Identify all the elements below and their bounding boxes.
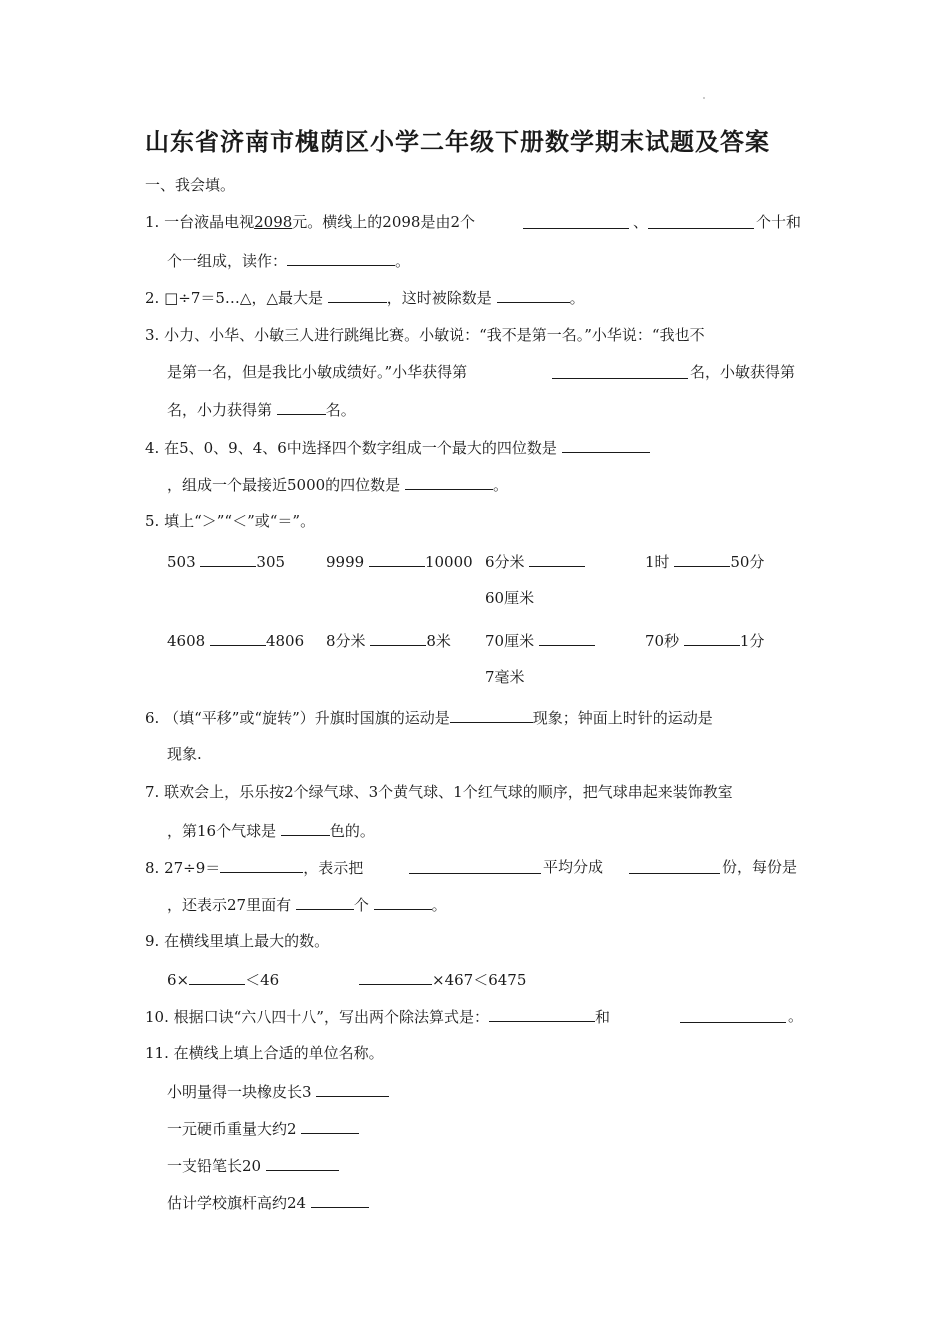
question-number: 11. [145, 1044, 169, 1062]
question-8-line-2 [167, 894, 447, 915]
q1-underlined-number: 2098 [254, 213, 293, 231]
compare-left: 70秒 [645, 632, 680, 650]
question-number: 8. [145, 859, 160, 877]
q9-text: ×467＜6475 [432, 971, 527, 989]
unit-item [167, 1192, 369, 1213]
compare-right: 1分 [739, 632, 765, 650]
question-5 [145, 511, 315, 531]
question-9 [145, 931, 329, 951]
answer-blank[interactable] [316, 1081, 389, 1097]
question-number: 2. [145, 289, 160, 307]
compare-right: 8米 [426, 632, 451, 650]
answer-blank[interactable] [409, 858, 541, 874]
compare-item [167, 630, 304, 651]
q8-text: ，还表示27里面有 [167, 896, 292, 914]
q9-text: 6× [167, 971, 190, 989]
answer-blank[interactable] [210, 630, 266, 646]
q3-text: 名。 [325, 401, 356, 419]
answer-blank[interactable] [629, 858, 720, 874]
answer-blank[interactable] [200, 551, 256, 567]
compare-item [485, 630, 595, 651]
section-heading: 一、我会填。 [145, 176, 236, 194]
q6-text: 现象；钟面上时针的运动是 [532, 709, 713, 727]
q7-text: ，第16个气球是 [167, 822, 277, 840]
q7-text: 色的。 [329, 822, 375, 840]
answer-blank[interactable] [405, 474, 493, 490]
compare-right: 305 [256, 553, 286, 571]
compare-right: 60厘米 [485, 589, 535, 607]
question-11 [145, 1043, 384, 1063]
question-number: 1. [145, 213, 160, 231]
question-4-line-2 [167, 474, 508, 495]
answer-blank[interactable] [562, 437, 650, 453]
answer-blank[interactable] [552, 363, 688, 379]
q8-text: 。 [431, 896, 447, 914]
q11-text: 一元硬币重量大约2 [167, 1120, 297, 1138]
q4-text: 在5、0、9、4、6中选择四个数字组成一个最大的四位数是 [164, 439, 557, 457]
q11-text: 在横线上填上合适的单位名称。 [173, 1044, 384, 1062]
q1-separator: 、 [633, 213, 649, 231]
q9-text: 在横线里填上最大的数。 [164, 932, 330, 950]
question-7-line-1 [145, 782, 733, 802]
compare-right: 50分 [730, 553, 765, 571]
compare-item [326, 630, 451, 651]
answer-blank[interactable] [523, 213, 629, 229]
q6-text: （填“平移”或“旋转”）升旗时国旗的运动是 [164, 709, 450, 727]
compare-left: 70厘米 [485, 632, 535, 650]
q3-text: 名，小力获得第 [167, 401, 273, 419]
question-1-line-1 [145, 212, 475, 232]
answer-blank[interactable] [684, 630, 740, 646]
question-2 [145, 287, 585, 308]
q11-text: 小明量得一块橡皮长3 [167, 1083, 312, 1101]
compare-left: 503 [167, 553, 196, 571]
answer-blank[interactable] [266, 1155, 339, 1171]
compare-item [645, 551, 764, 572]
q5-text: 填上“＞”“＜”或“＝”。 [164, 512, 316, 530]
unit-item [167, 1081, 389, 1102]
q2-text: 。 [569, 289, 585, 307]
q8-text: 个 [353, 896, 369, 914]
answer-blank[interactable] [370, 630, 426, 646]
compare-item [485, 551, 585, 572]
compare-left: 9999 [326, 553, 365, 571]
compare-right: 7毫米 [485, 668, 525, 686]
answer-blank[interactable] [277, 399, 326, 415]
page-title: 山东省济南市槐荫区小学二年级下册数学期末试题及答案 [145, 128, 770, 156]
answer-blank[interactable] [220, 857, 303, 873]
q3-text: 是第一名，但是我比小敏成绩好。”小华获得第 [167, 363, 468, 381]
q1-text: 元。横线上的2098是由2个 [292, 213, 476, 231]
compare-left: 1时 [645, 553, 670, 571]
question-8-line-1 [145, 857, 363, 878]
compare-right: 4806 [265, 632, 305, 650]
answer-blank[interactable] [189, 969, 245, 985]
answer-blank[interactable] [328, 287, 387, 303]
q2-text: ，这时被除数是 [386, 289, 492, 307]
question-number: 5. [145, 512, 160, 530]
compare-left: 4608 [167, 632, 206, 650]
inequality-2 [359, 969, 526, 990]
question-10 [145, 1006, 610, 1027]
answer-blank[interactable] [287, 250, 395, 266]
q10-text: 。 [788, 1007, 804, 1025]
q10-text: 和 [594, 1008, 610, 1026]
answer-blank[interactable] [359, 969, 432, 985]
question-1-line-2 [167, 250, 410, 271]
unit-item [167, 1155, 339, 1176]
answer-blank[interactable] [648, 213, 754, 229]
question-3-line-3 [167, 399, 356, 420]
question-number: 3. [145, 326, 160, 344]
compare-item [645, 630, 764, 651]
compare-item [167, 551, 285, 572]
q9-text: ＜46 [245, 971, 280, 989]
q1-text: 个十和 [756, 213, 802, 231]
q1-text: 个一组成，读作： [167, 252, 288, 270]
q6-text: 现象. [167, 745, 202, 763]
question-number: 7. [145, 783, 160, 801]
compare-left: 8分米 [326, 632, 366, 650]
answer-blank[interactable] [489, 1006, 595, 1022]
q4-text: ，组成一个最接近5000的四位数是 [167, 476, 401, 494]
answer-blank[interactable] [539, 630, 595, 646]
answer-blank[interactable] [497, 287, 570, 303]
q8-text: 平均分成 [543, 858, 604, 876]
answer-blank[interactable] [529, 551, 585, 567]
question-number: 4. [145, 439, 160, 457]
question-number: 10. [145, 1008, 169, 1026]
q3-text: 小力、小华、小敏三人进行跳绳比赛。小敏说：“我不是第一名。”小华说：“我也不 [164, 326, 705, 344]
q2-text: □÷7＝5…△，△最大是 [164, 289, 323, 307]
inequality-1 [167, 969, 279, 990]
q8-text: 27÷9＝ [164, 859, 221, 877]
answer-blank[interactable] [674, 551, 730, 567]
question-number: 9. [145, 932, 160, 950]
compare-right: 10000 [424, 553, 473, 571]
answer-blank[interactable] [450, 707, 533, 723]
question-number: 6. [145, 709, 160, 727]
q1-text: 。 [395, 252, 411, 270]
scan-speck [703, 97, 705, 99]
question-3-line-1 [145, 325, 705, 345]
q11-text: 估计学校旗杆高约24 [167, 1194, 307, 1212]
q3-text: 名，小敏获得第 [690, 363, 796, 381]
q10-text: 根据口诀“六八四十八”，写出两个除法算式是： [173, 1008, 489, 1026]
question-4-line-1 [145, 437, 650, 458]
q11-text: 一支铅笔长20 [167, 1157, 262, 1175]
q7-text: 联欢会上，乐乐按2个绿气球、3个黄气球、1个红气球的顺序，把气球串起来装饰教室 [164, 783, 733, 801]
q8-text: 份，每份是 [722, 858, 798, 876]
answer-blank[interactable] [680, 1007, 786, 1023]
q1-text: 一台液晶电视 [164, 213, 255, 231]
answer-blank[interactable] [311, 1192, 369, 1208]
answer-blank[interactable] [369, 551, 425, 567]
q4-text: 。 [492, 476, 508, 494]
compare-left: 6分米 [485, 553, 525, 571]
answer-blank[interactable] [301, 1118, 359, 1134]
unit-item [167, 1118, 359, 1139]
answer-blank[interactable] [374, 894, 432, 910]
question-6-line-1 [145, 707, 713, 728]
compare-item [326, 551, 473, 572]
q8-text: ，表示把 [303, 859, 364, 877]
question-7-line-2 [167, 820, 375, 841]
answer-blank[interactable] [281, 820, 330, 836]
answer-blank[interactable] [296, 894, 354, 910]
